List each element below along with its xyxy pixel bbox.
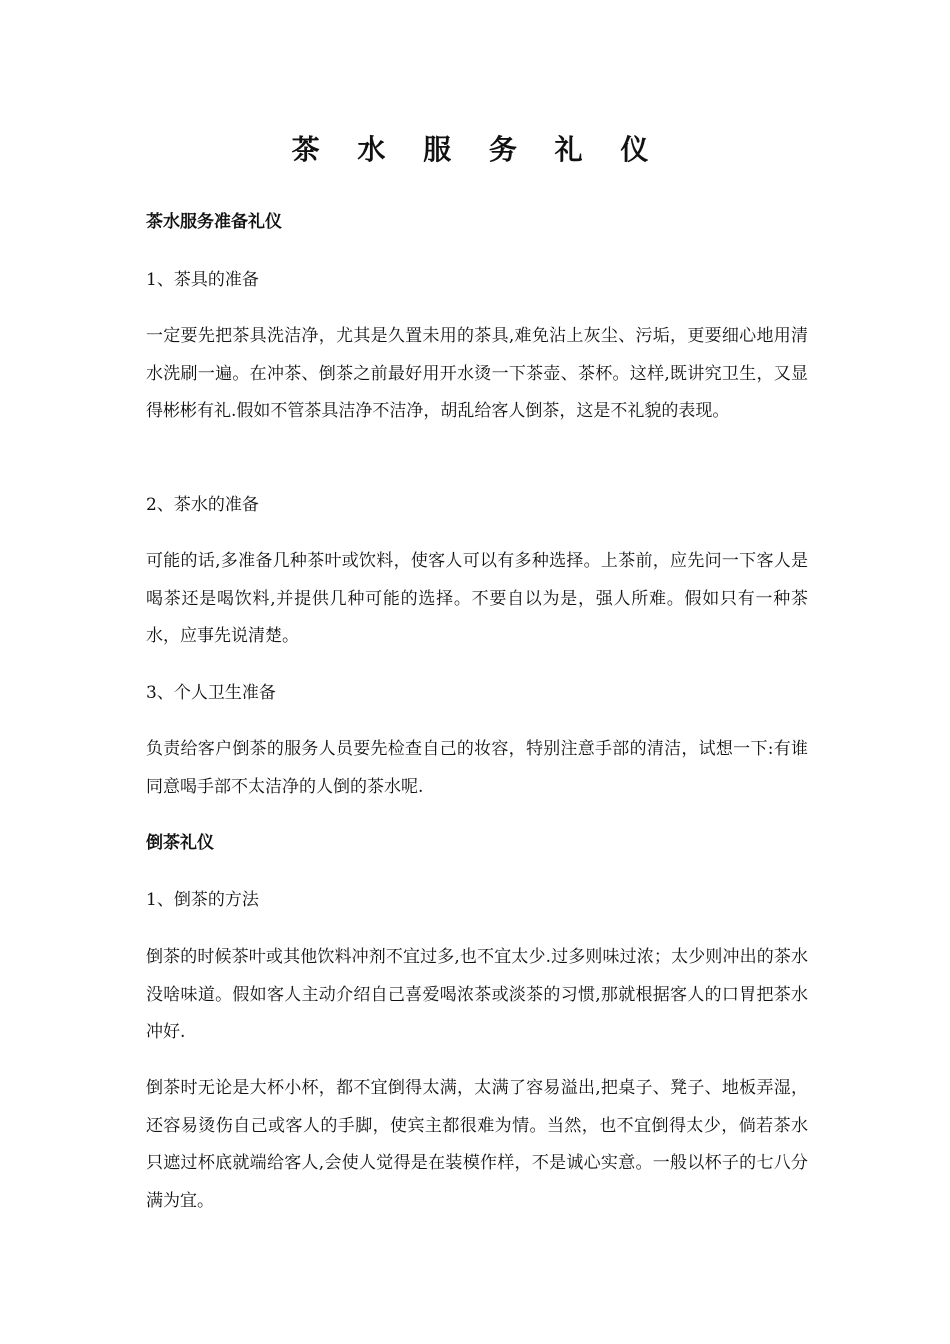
paragraph-teaware-preparation: 一定要先把茶具洗洁净，尤其是久置未用的茶具,难免沾上灰尘、污垢，更要细心地用清水洗刷一遍。在冲茶、倒茶之前最好用开水烫一下茶壶、茶杯。这样,既讲究卫生，又显得彬彬有礼.假如不管茶具洁净不洁净，胡乱给客人倒茶，这是不礼貌的表现。 <box>146 326 808 421</box>
paragraph-personal-hygiene: 负责给客户倒茶的服务人员要先检查自己的妆容，特别注意手部的清洁，试想一下:有谁同意喝手部不太洁净的人倒的茶水呢. <box>146 739 808 797</box>
subsection-label-teaware-preparation: 1、茶具的准备 <box>146 270 259 290</box>
page-title: 茶 水 服 务 礼 仪 <box>291 133 663 166</box>
subsection-label-personal-hygiene: 3、个人卫生准备 <box>146 683 276 703</box>
section-heading-tea-service-preparation: 茶水服务准备礼仪 <box>146 212 282 232</box>
subsection-label-pouring-method: 1、倒茶的方法 <box>146 890 259 910</box>
paragraph-tea-preparation: 可能的话,多准备几种茶叶或饮料，使客人可以有多种选择。上茶前，应先问一下客人是喝茶还是喝饮料,并提供几种可能的选择。不要自以为是，强人所难。假如只有一种茶水，应事先说清楚。 <box>146 551 808 646</box>
paragraph-pouring-method-2: 倒茶时无论是大杯小杯，都不宜倒得太满，太满了容易溢出,把桌子、凳子、地板弄湿，还容易烫伤自己或客人的手脚，使宾主都很难为情。当然，也不宜倒得太少，倘若茶水只遮过杯底就端给客人,会使人觉得是在装模作样，不是诚心实意。一般以杯子的七八分满为宜。 <box>146 1078 808 1211</box>
subsection-label-tea-preparation: 2、茶水的准备 <box>146 495 259 515</box>
paragraph-pouring-method-1: 倒茶的时候茶叶或其他饮料冲剂不宜过多,也不宜太少.过多则味过浓；太少则冲出的茶水没啥味道。假如客人主动介绍自己喜爱喝浓茶或淡茶的习惯,那就根据客人的口胃把茶水冲好. <box>146 947 808 1042</box>
section-heading-pouring-etiquette: 倒茶礼仪 <box>146 833 214 853</box>
